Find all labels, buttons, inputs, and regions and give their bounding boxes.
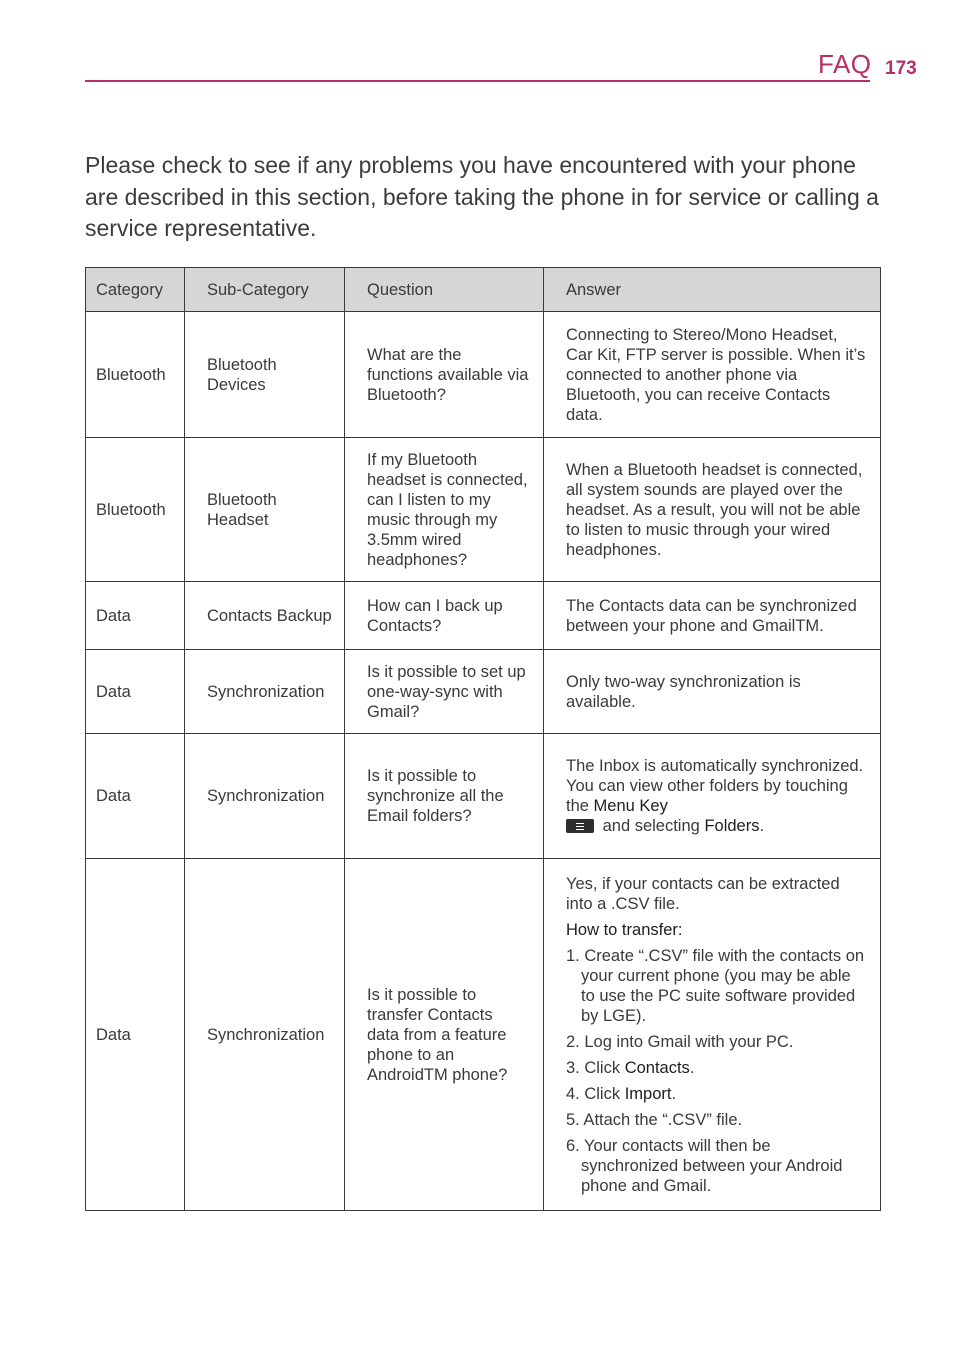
table-row xyxy=(86,859,881,1211)
cell-question: Is it possible to set up one-way-sync with Gmail? xyxy=(345,650,544,734)
cell-answer: Connecting to Stereo/Mono Headset, Car Kit, FTP server is possible. When it’s connected to another phone via Bluetooth, you can receive Contacts data. xyxy=(544,312,881,438)
cell-answer xyxy=(544,859,881,1211)
cell-sub-category: Synchronization xyxy=(185,859,345,1211)
section-title: FAQ xyxy=(818,49,872,79)
step-text: 3. Click xyxy=(566,1058,621,1077)
cell-sub-category: Synchronization xyxy=(185,734,345,859)
cell-question: Is it possible to synchronize all the Email folders? xyxy=(345,734,544,859)
cell-sub-category: Bluetooth Headset xyxy=(185,438,345,582)
cell-answer: When a Bluetooth headset is connected, all system sounds are played over the headset. As a result, you will not be able to listen to music through your wired headphones. xyxy=(544,438,881,582)
table-row xyxy=(86,650,881,734)
table-row xyxy=(86,438,881,582)
list-item xyxy=(566,1084,868,1104)
cell-category: Data xyxy=(86,650,185,734)
cell-category: Bluetooth xyxy=(86,312,185,438)
table-row xyxy=(86,734,881,859)
step-text: . xyxy=(671,1084,677,1103)
cell-answer: The Contacts data can be synchronized between your phone and GmailTM. xyxy=(544,582,881,650)
cell-question: Is it possible to transfer Contacts data from a feature phone to an AndroidTM phone? xyxy=(345,859,544,1211)
folders-label: Folders xyxy=(704,817,760,835)
cell-category: Bluetooth xyxy=(86,438,185,582)
cell-category: Data xyxy=(86,859,185,1211)
answer-text: The Inbox is automatically synchronized. You can view other folders by touching the xyxy=(566,757,864,815)
list-item: 6. Your contacts will then be synchronized between your Android phone and Gmail. xyxy=(566,1136,843,1195)
cell-question: How can I back up Contacts? xyxy=(345,582,544,650)
contacts-label: Contacts xyxy=(624,1058,690,1077)
column-header-answer: Answer xyxy=(544,268,881,312)
page-number: 173 xyxy=(885,58,917,79)
cell-answer xyxy=(544,734,881,859)
answer-text: and selecting xyxy=(602,817,700,835)
cell-category: Data xyxy=(86,582,185,650)
menu-key-icon xyxy=(566,819,594,833)
cell-question: If my Bluetooth headset is connected, can I listen to my music through my 3.5mm wired headphones? xyxy=(345,438,544,582)
cell-answer: Only two-way synchronization is available. xyxy=(544,650,881,734)
cell-category: Data xyxy=(86,734,185,859)
step-text: . xyxy=(689,1058,695,1077)
column-header-category: Category xyxy=(86,268,185,312)
cell-sub-category: Synchronization xyxy=(185,650,345,734)
answer-intro: Yes, if your contacts can be extracted into a .CSV file. xyxy=(566,874,840,913)
how-to-heading: How to transfer: xyxy=(566,920,683,939)
column-header-sub-category: Sub-Category xyxy=(185,268,345,312)
column-header-question: Question xyxy=(345,268,544,312)
list-item: 2. Log into Gmail with your PC. xyxy=(566,1032,794,1051)
step-text: 4. Click xyxy=(566,1084,621,1103)
cell-question: What are the functions available via Bluetooth? xyxy=(345,312,544,438)
faq-table xyxy=(85,267,881,1211)
table-row xyxy=(86,582,881,650)
intro-paragraph: Please check to see if any problems you have encountered with your phone are described in this section, before taking the phone in for service or calling a service representative. xyxy=(85,152,879,241)
table-header-row xyxy=(86,268,881,312)
list-item: 5. Attach the “.CSV” file. xyxy=(566,1110,743,1129)
steps-list xyxy=(566,946,868,1196)
header-rule xyxy=(85,80,870,82)
list-item xyxy=(566,1058,868,1078)
cell-sub-category: Contacts Backup xyxy=(185,582,345,650)
import-label: Import xyxy=(624,1084,672,1103)
list-item: 1. Create “.CSV” file with the contacts on your current phone (you may be able to use the PC suite software provided by LGE). xyxy=(566,946,865,1025)
cell-sub-category: Bluetooth Devices xyxy=(185,312,345,438)
menu-key-label: Menu Key xyxy=(593,797,668,815)
answer-text: . xyxy=(759,817,765,835)
table-row xyxy=(86,312,881,438)
